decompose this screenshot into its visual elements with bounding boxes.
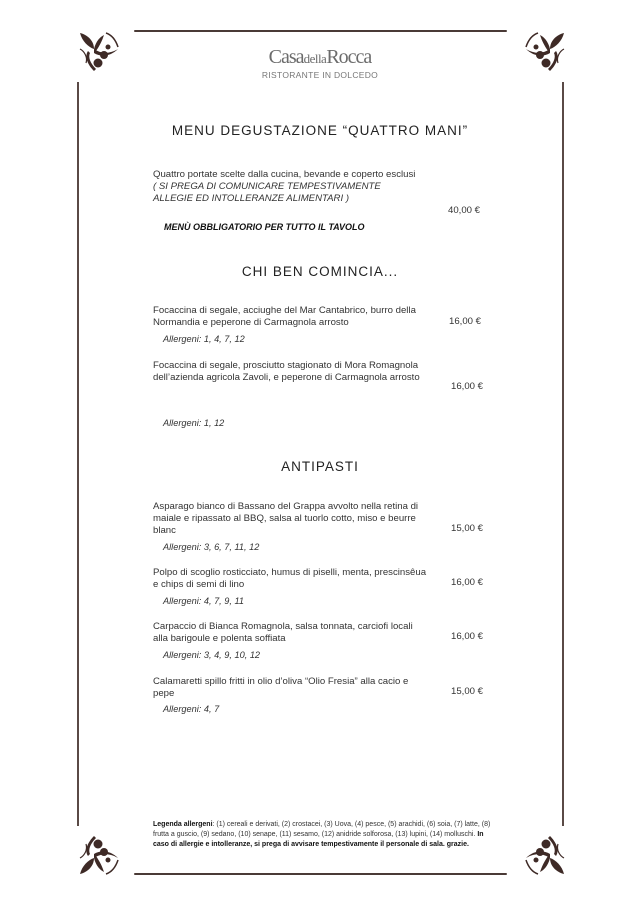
menu-item: Calamaretti spillo fritti in olio d’oliva “Olio Fresia” alla cacio e pepe	[153, 676, 409, 699]
bottom-border-line	[134, 873, 507, 875]
menu-item: Carpaccio di Bianca Romagnola, salsa tonnata, carciofi locali alla barigoule e polenta soffiata	[153, 621, 413, 644]
menu-item: Focaccina di segale, acciughe del Mar Cantabrico, burro della Normandia e peperone di Carmagnola arrosto	[153, 305, 416, 328]
left-border-line	[77, 82, 79, 826]
fleur-de-lis-ornament-icon	[518, 828, 570, 880]
menu-item-price: 15,00 €	[451, 523, 484, 534]
allergen-legend	[153, 820, 493, 850]
menu-item-price: 16,00 €	[449, 316, 482, 327]
allergy-notice: ALLEGIE ED INTOLLERANZE ALIMENTARI )	[153, 193, 350, 204]
brand-name: CasadellaRocca	[268, 46, 372, 68]
tasting-menu-title: MENU DEGUSTAZIONE “QUATTRO MANI”	[171, 123, 469, 138]
right-border-line	[562, 82, 564, 826]
menu-item-price: 15,00 €	[451, 686, 484, 697]
menu-item-allergens: Allergeni: 4, 7	[163, 704, 220, 714]
legend-warning: In caso di allergie e intolleranze, si prega di avvisare tempestivamente il personale di sala. grazie.	[153, 831, 484, 848]
menu-item: Polpo di scoglio rosticciato, humus di piselli, menta, prescinsêua e chips di semi di lino	[153, 567, 427, 590]
tasting-menu-price: 40,00 €	[448, 205, 481, 216]
menu-item-price: 16,00 €	[451, 631, 484, 642]
menu-item-allergens: Allergeni: 3, 4, 9, 10, 12	[163, 650, 261, 660]
tasting-menu-description: Quattro portate scelte dalla cucina, bevande e coperto esclusi ( SI PREGA DI COMUNICARE TEMPESTIVAMENTE ALLEGIE ED INTOLLERANZE ALIMENTARI )	[153, 169, 423, 205]
restaurant-logo	[0, 47, 640, 80]
menu-item-allergens: Allergeni: 3, 6, 7, 11, 12	[163, 542, 260, 552]
fleur-de-lis-ornament-icon	[74, 828, 126, 880]
allergy-notice: ( SI PREGA DI COMUNICARE TEMPESTIVAMENTE	[153, 181, 381, 192]
legend-label: Legenda allergeni	[153, 821, 213, 828]
top-border-line	[134, 30, 507, 32]
brand-subtitle: RISTORANTE IN DOLCEDO	[261, 70, 379, 80]
menu-item-allergens: Allergeni: 4, 7, 9, 11	[163, 596, 245, 606]
menu-item-price: 16,00 €	[451, 577, 484, 588]
section-title-antipasti: ANTIPASTI	[281, 459, 359, 474]
menu-item: Asparago bianco di Bassano del Grappa avvolto nella retina di maiale e ripassato al BBQ, salsa al tuorlo cotto, miso e beurre blanc	[153, 501, 419, 536]
menu-item: Focaccina di segale, prosciutto stagionato di Mora Romagnola dell’azienda agricola Zavoli, e peperone di Carmagnola arrosto	[153, 360, 420, 383]
mandatory-notice: MENÙ OBBLIGATORIO PER TUTTO IL TAVOLO	[164, 222, 365, 232]
legend-text: : (1) cereali e derivati, (2) crostacei, (3) Uova, (4) pesce, (5) arachidi, (6) soia, (7) latte, (8) frutta a guscio, (9) sedano, (10) senape, (11) sesamo, (12) anidride solforosa, (13) lupini, (14) molluschi.	[153, 821, 491, 838]
menu-item-price: 16,00 €	[451, 381, 484, 392]
menu-item-allergens: Allergeni: 1, 4, 7, 12	[163, 334, 245, 344]
menu-item-allergens: Allergeni: 1, 12	[163, 418, 225, 428]
section-title-chi-ben-comincia: CHI BEN COMINCIA...	[241, 264, 399, 279]
